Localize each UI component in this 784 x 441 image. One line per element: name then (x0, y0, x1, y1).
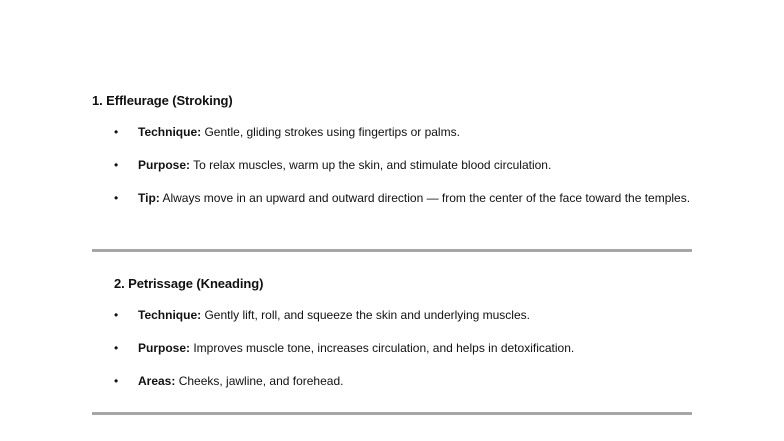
item-label: Purpose: (138, 158, 191, 172)
section-divider (92, 249, 692, 252)
item-text: Gentle, gliding strokes using fingertips or palms. (201, 125, 460, 139)
bullet-icon: • (114, 158, 119, 172)
item-text: To relax muscles, warm up the skin, and stimulate blood circulation. (190, 158, 552, 172)
item-text: Always move in an upward and outward direction — from the center of the face toward the temples. (159, 191, 691, 205)
list-item (92, 122, 692, 142)
bullet-list (92, 122, 692, 208)
list-item (92, 305, 692, 325)
list-item (92, 371, 692, 391)
item-label: Technique: (138, 308, 202, 322)
bullet-icon: • (114, 341, 119, 355)
item-label: Areas: (138, 374, 176, 388)
bullet-icon: • (114, 308, 119, 322)
section-heading: 2. Petrissage (Kneading) (114, 276, 264, 291)
item-text: Improves muscle tone, increases circulation, and helps in detoxification. (190, 341, 575, 355)
bullet-icon: • (114, 125, 119, 139)
section-heading: 1. Effleurage (Stroking) (92, 93, 233, 108)
list-item (92, 155, 692, 175)
bullet-list (92, 305, 692, 391)
section-effleurage (92, 92, 692, 208)
section-divider (92, 412, 692, 415)
item-text: Gently lift, roll, and squeeze the skin and underlying muscles. (201, 308, 530, 322)
list-item (92, 188, 692, 208)
list-item (92, 338, 692, 358)
item-label: Purpose: (138, 341, 191, 355)
bullet-icon: • (114, 374, 119, 388)
item-label: Tip: (138, 191, 160, 205)
bullet-icon: • (114, 191, 119, 205)
item-label: Technique: (138, 125, 202, 139)
section-petrissage (92, 275, 692, 391)
item-text: Cheeks, jawline, and forehead. (175, 374, 344, 388)
